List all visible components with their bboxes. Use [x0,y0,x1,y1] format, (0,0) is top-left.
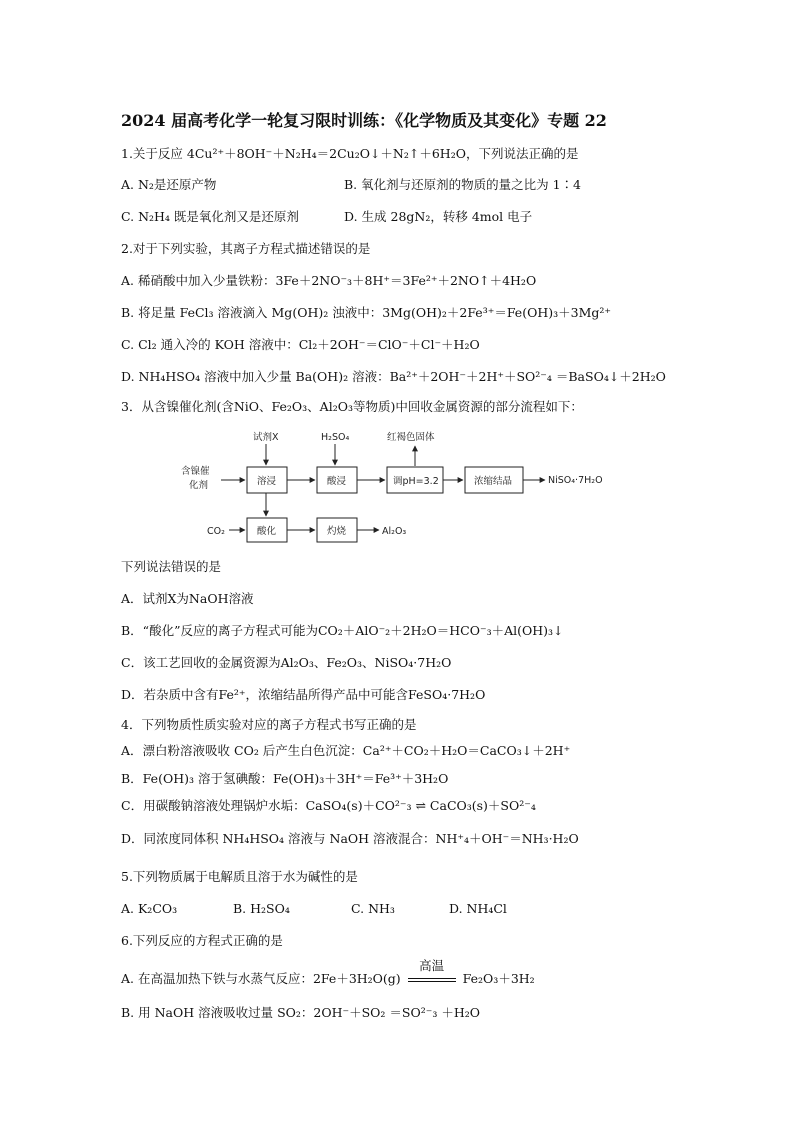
q6-option-a-products: Fe₂O₃＋3H₂ [462,971,535,986]
flow-box-leach-label: 溶浸 [257,476,277,487]
q5-option-a: A. K₂CO₃ [121,901,178,916]
q1-option-d: D. 生成 28gN₂，转移 4mol 电子 [344,209,533,224]
q3-ask: 下列说法错误的是 [121,559,222,574]
q2-option-b: B. 将足量 FeCl₃ 溶液滴入 Mg(OH)₂ 浊液中：3Mg(OH)₂＋2Fe³⁺＝Fe(OH)₃＋3Mg²⁺ [121,305,611,320]
q2-option-d: D. NH₄HSO₄ 溶液中加入少量 Ba(OH)₂ 溶液：Ba²⁺＋2OH⁻＋2H⁺＋SO²⁻₄ ＝BaSO₄↓＋2H₂O [121,369,666,384]
q6-option-a [121,957,535,988]
q3-option-a: A．试剂X为NaOH溶液 [121,591,254,606]
q6-stem: 6.下列反应的方程式正确的是 [121,933,283,948]
q4-option-c: C．用碳酸钠溶液处理锅炉水垢：CaSO₄(s)＋CO²⁻₃ ⇌ CaCO₃(s)＋SO²⁻₄ [121,798,536,813]
q1-stem: 1.关于反应 4Cu²⁺＋8OH⁻＋N₂H₄＝2Cu₂O↓＋N₂↑＋6H₂O，下列说法正确的是 [121,146,579,161]
q4-option-d: D．同浓度同体积 NH₄HSO₄ 溶液与 NaOH 溶液混合：NH⁺₄＋OH⁻＝NH₃·H₂O [121,831,579,846]
q1-option-a: A. N₂是还原产物 [121,177,217,192]
q5-option-c: C. NH₃ [351,901,395,916]
flow-product: NiSO₄·7H₂O [548,475,603,486]
flow-al2o3: Al₂O₃ [382,526,407,537]
flow-input-label-2: 化剂 [189,480,209,491]
flow-box-acid-leach-label: 酸浸 [327,476,347,487]
q5-option-b: B. H₂SO₄ [233,901,290,916]
q6-option-b: B. 用 NaOH 溶液吸收过量 SO₂：2OH⁻＋SO₂ ＝SO²⁻₃ ＋H₂O [121,1005,480,1020]
flow-h2so4: H₂SO₄ [321,432,350,443]
q3-option-d: D．若杂质中含有Fe²⁺，浓缩结晶所得产品中可能含FeSO₄·7H₂O [121,687,486,702]
flow-reagent-x: 试剂X [253,432,279,443]
q2-stem: 2.对于下列实验，其离子方程式描述错误的是 [121,241,371,256]
flow-input-label-1: 含镍催 [181,466,210,477]
q3-option-c: C．该工艺回收的金属资源为Al₂O₃、Fe₂O₃、NiSO₄·7H₂O [121,655,452,670]
flow-co2: CO₂ [207,526,225,537]
q5-option-d: D. NH₄Cl [449,901,507,916]
q5-stem: 5.下列物质属于电解质且溶于水为碱性的是 [121,869,358,884]
q3-stem: 3．从含镍催化剂(含NiO、Fe₂O₃、Al₂O₃等物质)中回收金属资源的部分流程如下： [121,399,583,414]
flow-red-solid: 红褐色固体 [387,432,435,443]
q4-option-a: A．漂白粉溶液吸收 CO₂ 后产生白色沉淀：Ca²⁺＋CO₂＋H₂O＝CaCO₃↓＋2H⁺ [121,743,571,758]
reaction-arrow-high-temp [408,957,456,988]
reaction-condition: 高温 [419,957,445,973]
q4-option-b: B．Fe(OH)₃ 溶于氢碘酸：Fe(OH)₃＋3H⁺＝Fe³⁺＋3H₂O [121,771,449,786]
flow-box-calcine-label: 灼烧 [327,526,347,537]
q1-option-c: C. N₂H₄ 既是氧化剂又是还原剂 [121,209,299,224]
flow-box-ph-label: 调pH=3.2 [393,476,439,487]
flow-box-concentrate-label: 浓缩结晶 [474,476,513,487]
page-title: 2024 届高考化学一轮复习限时训练：《化学物质及其变化》专题 22 [121,111,607,130]
q3-option-b: B．“酸化”反应的离子方程式可能为CO₂＋AlO⁻₂＋2H₂O＝HCO⁻₃＋Al(OH)₃↓ [121,623,564,638]
flow-box-acidify-label: 酸化 [257,526,277,537]
q1-option-b: B. 氧化剂与还原剂的物质的量之比为 1∶4 [344,177,582,192]
process-flow-diagram [165,424,635,549]
q4-stem: 4．下列物质性质实验对应的离子方程式书写正确的是 [121,717,417,732]
q6-option-a-reactants: A. 在高温加热下铁与水蒸气反应：2Fe＋3H₂O(g) [121,971,401,986]
q2-option-c: C. Cl₂ 通入冷的 KOH 溶液中：Cl₂＋2OH⁻＝ClO⁻＋Cl⁻＋H₂O [121,337,480,352]
q2-option-a: A. 稀硝酸中加入少量铁粉：3Fe＋2NO⁻₃＋8H⁺＝3Fe²⁺＋2NO↑＋4H₂O [121,273,537,288]
equals-bar [408,978,456,982]
